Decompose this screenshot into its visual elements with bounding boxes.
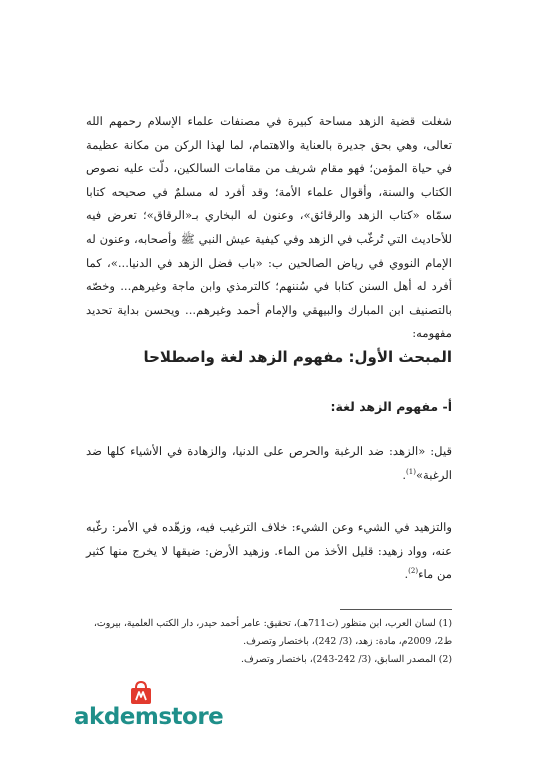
tazhid-paragraph — [86, 516, 452, 587]
footnotes — [86, 615, 452, 669]
footnote-divider — [340, 609, 452, 610]
footnote-ref-2: (2) — [408, 567, 419, 576]
akdemstore-watermark — [70, 680, 230, 740]
definition-end: . — [402, 467, 407, 482]
intro-paragraph: شغلت قضية الزهد مساحة كبيرة في مصنفات علماء الإسلام رحمهم الله تعالى، وهي بحق جديرة بالعناية والاهتمام، لما لهذا الركن من مكانة عظيمة في حياة المؤمن؛ فهو مقام شريف من مقامات السالكين، دلّت عليه نصوص الكتاب والسنة، وأقوال علماء الأمة؛ وقد أفرد له مسلمٌ في صحيحه كتابا سمّاه «كتاب الزهد والرقائق»، وعنون له البخاري بـ«الرقاق»؛ تعرض فيه للأحاديث التي تُرغّب في الزهد وفي كيفية عيش النبي ﷺ وأصحابه، وعنون له الإمام النووي في رياض الصالحين ب: «باب فضل الزهد في الدنيا...»، كما أفرد له أهل السنن كتابا في سُننهم؛ كالترمذي وابن ماجة وغيرهم... وخصّه بالتصنيف ابن المبارك والبيهقي والإمام أحمد وغيرهم... ويحسن بداية تحديد مفهومه: — [86, 114, 452, 341]
tazhid-text: والتزهيد في الشيء وعن الشيء: خلاف الترغيب فيه، وزهّده في الأمر: رغّبه عنه، وواد زهيد: قليل الأخذ من الماء. وزهيد الأرض: ضيقها لا يخرج منها كثير من ماء — [86, 520, 452, 582]
footnote-2: (2) المصدر السابق، (3/ 242-243)، باختصار وتصرف. — [241, 654, 452, 665]
akdemstore-wordmark: akdemstore — [74, 704, 224, 730]
definition-paragraph — [86, 440, 452, 487]
footnote-1: (1) لسان العرب، ابن منظور (ت711هـ)، تحقيق: عامر أحمد حيدر، دار الكتب العلمية، بيروت، ط2، 2009م، مادة: زهد، (3/ 242)، باختصار وتصرف. — [93, 618, 452, 647]
footnote-ref-1: (1) — [406, 467, 416, 476]
section-heading: المبحث الأول: مفهوم الزهد لغة واصطلاحا — [143, 348, 452, 366]
sub-heading: أ- مفهوم الزهد لغة: — [330, 399, 452, 414]
definition-text: قيل: «الزهد: ضد الرغبة والحرص على الدنيا، والزهادة في الأشياء كلها ضد الرغبة» — [86, 444, 452, 482]
tazhid-end: . — [404, 567, 409, 582]
shopping-bag-icon — [128, 680, 154, 706]
